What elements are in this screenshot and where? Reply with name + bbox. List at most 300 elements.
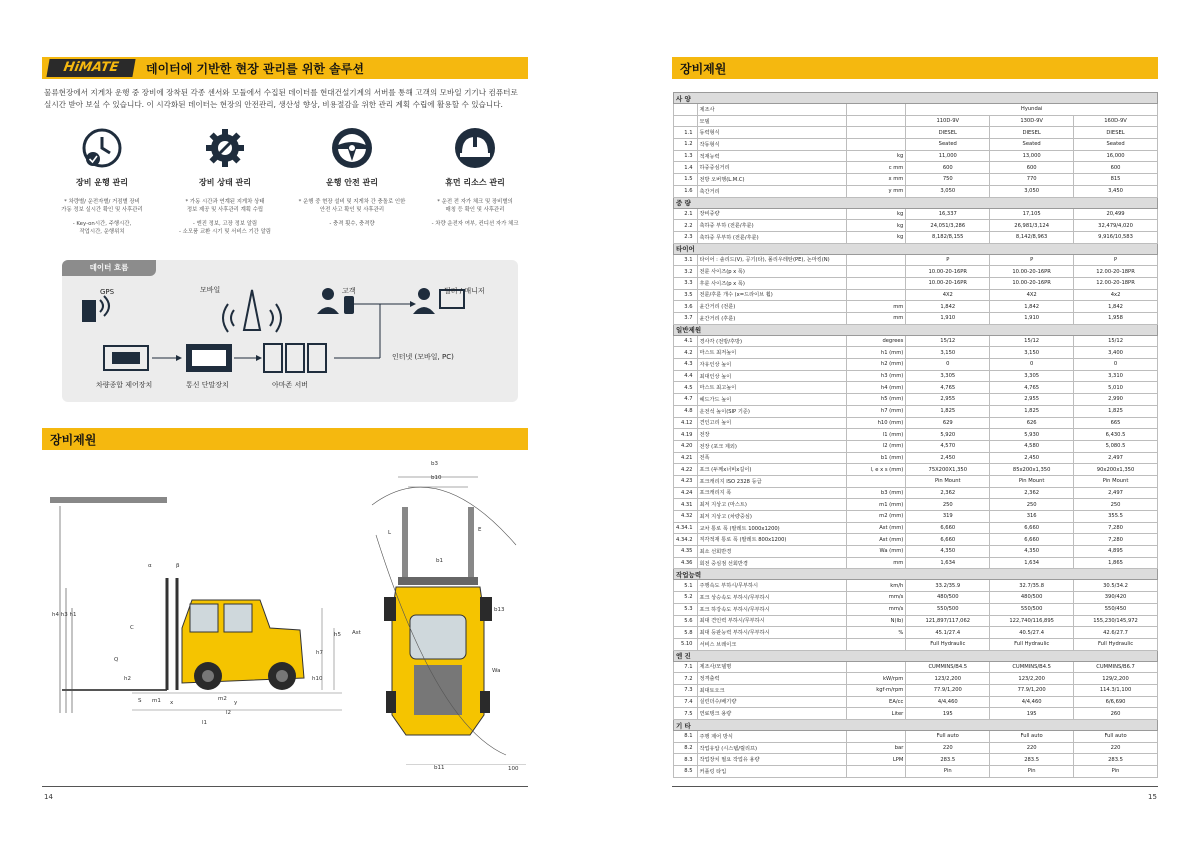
spec-value: 4X2: [906, 289, 990, 301]
spec-value: 123/2,200: [990, 673, 1074, 685]
spec-no: 5.10: [674, 638, 698, 650]
spec-value: Pin Mount: [906, 475, 990, 487]
spec-item: 최대인상 높이: [697, 370, 847, 382]
spec-row: [674, 546, 1158, 558]
gps-icon: [82, 296, 109, 322]
spec-value: 4,580: [990, 440, 1074, 452]
spec-row: [674, 638, 1158, 650]
spec-value: Full Hydraulic: [990, 638, 1074, 650]
spec-value: 1,865: [1074, 557, 1158, 569]
header-title: 데이터에 기반한 현장 관리를 위한 솔루션: [146, 62, 364, 76]
spec-unit: h7 (mm): [847, 405, 906, 417]
page-number: 14: [44, 793, 53, 801]
spec-value: Seated: [1074, 139, 1158, 151]
spec-item: 직각적재 통로 폭 (팔레트 800x1200): [697, 534, 847, 546]
flow-terminal-label: 통신 단말장치: [186, 381, 229, 389]
spec-unit: h10 (mm): [847, 417, 906, 429]
spec-value: 12.00-20-18PR: [1074, 277, 1158, 289]
spec-unit: l1 (mm): [847, 429, 906, 441]
spec-row: [674, 417, 1158, 429]
spec-value: 0: [1074, 359, 1158, 371]
spec-value: 11,000: [906, 150, 990, 162]
spec-item: 마스트 최고높이: [697, 382, 847, 394]
spec-value: 195: [990, 708, 1074, 720]
spec-value: 480/500: [990, 592, 1074, 604]
dim-b11-label: b11: [434, 765, 445, 771]
spec-value: 15/12: [906, 335, 990, 347]
spec-item: 포크캐리지 폭: [697, 487, 847, 499]
spec-item: 경사각 (전방/후방): [697, 335, 847, 347]
feature-detail: - 충격 횟수, 충격량: [329, 221, 375, 227]
spec-unit: kg: [847, 231, 906, 243]
feature-desc: 매칭 등 확인 및 사후관리: [445, 207, 505, 213]
spec-value: 2,955: [906, 394, 990, 406]
spec-value: 1,958: [1074, 313, 1158, 325]
spec-header-bar: [672, 57, 1158, 79]
spec-value: 16,337: [906, 208, 990, 220]
spec-item: 전장: [697, 429, 847, 441]
spec-unit: [847, 266, 906, 278]
spec-item: 헤드가드 높이: [697, 394, 847, 406]
feature-detail: - 소모품 교환 시기 및 서비스 기간 알림: [178, 229, 272, 235]
terminal-icon: [186, 344, 232, 372]
spec-row: [674, 127, 1158, 139]
dim-b3-label: b3: [431, 461, 438, 467]
spec-value: 2,497: [1074, 452, 1158, 464]
section-bar: [42, 428, 528, 450]
spec-value: P: [990, 254, 1074, 266]
spec-no: 4.1: [674, 335, 698, 347]
spec-row: [674, 487, 1158, 499]
spec-row: [674, 277, 1158, 289]
spec-value: 250: [990, 499, 1074, 511]
spec-value: 4X2: [990, 289, 1074, 301]
spec-unit: [847, 766, 906, 778]
spec-item: 최저 지상고 (마스트): [697, 499, 847, 511]
spec-value: 7,280: [1074, 534, 1158, 546]
spec-item: 후륜 사이즈(p x 폭): [697, 277, 847, 289]
spec-no: 5.6: [674, 615, 698, 627]
spec-value: 5,080.5: [1074, 440, 1158, 452]
spec-value: 24,051/3,286: [906, 220, 990, 232]
spec-no: 4.23: [674, 475, 698, 487]
forklift-side-diagram: [42, 478, 352, 718]
feature-desc: * 운행 중 현장 설비 및 지게차 간 충돌로 인한: [298, 199, 406, 205]
feature-label: 운행 안전 관리: [326, 178, 378, 187]
spec-item: 윤간거리 (후륜): [697, 313, 847, 325]
feature-safety: [292, 125, 412, 228]
spec-row: [674, 162, 1158, 174]
spec-no: 4.19: [674, 429, 698, 441]
spec-item: 회전 중심점 선회반경: [697, 557, 847, 569]
spec-no: 3.2: [674, 266, 698, 278]
spec-row: [674, 301, 1158, 313]
spec-value: 6,660: [906, 522, 990, 534]
spec-value: 1,910: [990, 313, 1074, 325]
dim-b13-label: b13: [494, 607, 505, 613]
spec-value: 1,634: [990, 557, 1074, 569]
spec-value: 6,660: [990, 522, 1074, 534]
spec-section-title: 엔 진: [674, 650, 1158, 661]
spec-unit: km/h: [847, 580, 906, 592]
spec-item: 전륜/후륜 개수 (x=드라이브 휠): [697, 289, 847, 301]
spec-value: 260: [1074, 708, 1158, 720]
spec-value: CUMMINS/B4.5: [906, 661, 990, 673]
spec-no: 1.6: [674, 185, 698, 197]
spec-unit: h1 (mm): [847, 347, 906, 359]
spec-unit: mm: [847, 301, 906, 313]
spec-no: 4.20: [674, 440, 698, 452]
spec-item: 제조사: [697, 104, 847, 116]
feature-detail: 작업시간, 운행위치: [79, 229, 125, 235]
spec-value: 355.5: [1074, 511, 1158, 523]
spec-item: 전장 (포크 제외): [697, 440, 847, 452]
spec-unit: [847, 139, 906, 151]
himate-logo: HiMATE: [46, 59, 135, 77]
spec-item: 하중중심거리: [697, 162, 847, 174]
spec-item: 마스트 최저높이: [697, 347, 847, 359]
spec-row: [674, 139, 1158, 151]
antenna-tower-icon: [223, 290, 281, 332]
spec-row: [674, 231, 1158, 243]
spec-unit: [847, 289, 906, 301]
feature-desc: 안전 사고 확인 및 사후관리: [319, 207, 385, 213]
spec-row: [674, 254, 1158, 266]
spec-value: Pin: [1074, 766, 1158, 778]
spec-value: 4,350: [906, 546, 990, 558]
feature-desc: 가동 정보 실시간 확인 및 사후관리: [61, 207, 143, 213]
spec-value: 2,990: [1074, 394, 1158, 406]
spec-row: [674, 627, 1158, 639]
spec-value: Pin Mount: [990, 475, 1074, 487]
spec-value: 4,765: [906, 382, 990, 394]
feature-desc: * 가동 시간과 연계된 지게차 상태: [185, 199, 265, 205]
dim-h7-label: h7: [316, 650, 323, 656]
spec-value: 4x2: [1074, 289, 1158, 301]
spec-unit: h4 (mm): [847, 382, 906, 394]
dim-m1-label: m1: [152, 698, 161, 704]
spec-value: 77.9/1,200: [990, 684, 1074, 696]
spec-row: [674, 475, 1158, 487]
spec-value: 3,150: [906, 347, 990, 359]
spec-section-header: [674, 569, 1158, 580]
feature-human: [415, 125, 535, 228]
spec-value: 195: [906, 708, 990, 720]
dim-e-label: E: [478, 527, 482, 533]
spec-unit: c mm: [847, 162, 906, 174]
spec-unit: y mm: [847, 185, 906, 197]
spec-row: [674, 289, 1158, 301]
spec-item: 포크 하강속도 부하시/무부하시: [697, 603, 847, 615]
spec-unit: bar: [847, 742, 906, 754]
spec-no: 3.6: [674, 301, 698, 313]
spec-row: [674, 742, 1158, 754]
spec-no: 7.3: [674, 684, 698, 696]
spec-item: 포크 (두께x너비x길이): [697, 464, 847, 476]
gear-wrench-icon: [202, 125, 248, 171]
dim-alpha-label: α: [148, 563, 152, 569]
spec-no: 4.34.1: [674, 522, 698, 534]
spec-value: 160D-9V: [1074, 115, 1158, 127]
spec-value: 15/12: [990, 335, 1074, 347]
feature-detail: - 차량 운전자 여부, 컨디션 자가 체크: [431, 221, 519, 227]
flow-internet-label: 인터넷 (모바일, PC): [392, 353, 454, 361]
spec-value: 815: [1074, 174, 1158, 186]
spec-unit: h5 (mm): [847, 394, 906, 406]
spec-item: 운전석 높이(SIP 기준): [697, 405, 847, 417]
spec-value: 13,000: [990, 150, 1074, 162]
spec-value: 3,310: [1074, 370, 1158, 382]
spec-no: 4.4: [674, 370, 698, 382]
spec-value: 4/4,460: [906, 696, 990, 708]
spec-row: [674, 150, 1158, 162]
spec-value: 10.00-20-16PR: [906, 266, 990, 278]
spec-no: 3.7: [674, 313, 698, 325]
spec-no: 4.21: [674, 452, 698, 464]
spec-value: 6,660: [906, 534, 990, 546]
spec-value: 114.3/1,100: [1074, 684, 1158, 696]
spec-item: 견인고리 높이: [697, 417, 847, 429]
spec-unit: Ast (mm): [847, 522, 906, 534]
spec-value: Seated: [990, 139, 1074, 151]
spec-row: [674, 174, 1158, 186]
feature-label: 장비 운행 관리: [76, 178, 128, 187]
spec-value: 550/500: [990, 603, 1074, 615]
feature-desc: * 운전 전 자가 체크 및 장비별의: [437, 199, 513, 205]
spec-row: [674, 382, 1158, 394]
spec-value: 77.9/1,200: [906, 684, 990, 696]
spec-section-header: [674, 324, 1158, 335]
spec-no: 4.31: [674, 499, 698, 511]
spec-value: 550/500: [906, 603, 990, 615]
spec-item: 축하중 부하 (전륜/후륜): [697, 220, 847, 232]
flow-gps-label: GPS: [100, 288, 115, 296]
spec-unit: kg: [847, 220, 906, 232]
spec-item: 작업유압 (시스템/릴리프): [697, 742, 847, 754]
spec-value: 33.2/35.9: [906, 580, 990, 592]
spec-header-title: 장비제원: [680, 62, 727, 76]
dim-y-label: y: [234, 700, 238, 706]
spec-row: [674, 335, 1158, 347]
spec-unit: kgf·m/rpm: [847, 684, 906, 696]
spec-row: [674, 313, 1158, 325]
spec-unit: LPM: [847, 754, 906, 766]
dim-b1-label: b1: [436, 558, 443, 564]
spec-section-header: [674, 93, 1158, 104]
spec-value: 480/500: [906, 592, 990, 604]
spec-unit: [847, 475, 906, 487]
spec-row: [674, 185, 1158, 197]
spec-value: 1,634: [906, 557, 990, 569]
spec-value: 129/2,200: [1074, 673, 1158, 685]
spec-value: 1,825: [906, 405, 990, 417]
spec-value: 4/4,460: [990, 696, 1074, 708]
spec-value: 2,362: [990, 487, 1074, 499]
dim-m2-label: m2: [218, 696, 227, 702]
spec-value: 600: [906, 162, 990, 174]
spec-unit: h2 (mm): [847, 359, 906, 371]
spec-value: 1,910: [906, 313, 990, 325]
spec-item: 축간거리: [697, 185, 847, 197]
hard-hat-icon: [452, 125, 498, 171]
spec-row: [674, 208, 1158, 220]
spec-item: 윤간거리 (전륜): [697, 301, 847, 313]
spec-row: [674, 266, 1158, 278]
spec-no: [674, 115, 698, 127]
dim-c-label: C: [130, 625, 134, 631]
feature-detail: - Key-on시간, 주행시간,: [72, 221, 132, 227]
spec-value: CUMMINS/B6.7: [1074, 661, 1158, 673]
spec-no: 7.4: [674, 696, 698, 708]
dim-beta-label: β: [176, 563, 180, 569]
spec-unit: l2 (mm): [847, 440, 906, 452]
spec-value: 45.1/27.4: [906, 627, 990, 639]
spec-value: 3,450: [1074, 185, 1158, 197]
data-flow-tab: 데이터 흐름: [62, 260, 156, 276]
flow-controller-label: 차량종합 제어장치: [96, 381, 153, 389]
spec-row: [674, 452, 1158, 464]
spec-section-title: 기 타: [674, 720, 1158, 731]
spec-value: 6,660: [990, 534, 1074, 546]
spec-value: 3,400: [1074, 347, 1158, 359]
spec-value: P: [1074, 254, 1158, 266]
spec-row: [674, 440, 1158, 452]
spec-unit: m1 (mm): [847, 499, 906, 511]
spec-no: 4.34.2: [674, 534, 698, 546]
spec-no: 5.1: [674, 580, 698, 592]
intro-text: [44, 87, 544, 111]
spec-value: 1,842: [906, 301, 990, 313]
spec-value: 40.5/27.4: [990, 627, 1074, 639]
spec-value: 3,050: [906, 185, 990, 197]
spec-value: 30.5/34.2: [1074, 580, 1158, 592]
spec-item: 작동형식: [697, 139, 847, 151]
spec-no: 8.1: [674, 731, 698, 743]
spec-unit: b3 (mm): [847, 487, 906, 499]
spec-value: 4,765: [990, 382, 1074, 394]
spec-unit: Ast (mm): [847, 534, 906, 546]
spec-item: 장비중량: [697, 208, 847, 220]
spec-no: 4.32: [674, 511, 698, 523]
spec-row: [674, 347, 1158, 359]
dim-h-label: h4 h3 h1: [52, 612, 77, 618]
spec-no: 4.7: [674, 394, 698, 406]
spec-row: [674, 522, 1158, 534]
spec-value: 250: [906, 499, 990, 511]
spec-row: [674, 592, 1158, 604]
feature-desc: 정보 제공 및 사후관리 계획 수립: [186, 207, 264, 213]
spec-value: 1,825: [990, 405, 1074, 417]
spec-value: 8,182/8,155: [906, 231, 990, 243]
spec-value: 12.00-20-18PR: [1074, 266, 1158, 278]
spec-no: 2.3: [674, 231, 698, 243]
spec-no: 8.3: [674, 754, 698, 766]
spec-value: Seated: [906, 139, 990, 151]
spec-value: 2,450: [990, 452, 1074, 464]
spec-value: 665: [1074, 417, 1158, 429]
spec-no: 2.1: [674, 208, 698, 220]
spec-value: 770: [990, 174, 1074, 186]
spec-item: 정격출력: [697, 673, 847, 685]
spec-no: 5.2: [674, 592, 698, 604]
spec-value: 5,920: [906, 429, 990, 441]
spec-value: 10.00-20-16PR: [990, 277, 1074, 289]
spec-row: [674, 557, 1158, 569]
spec-value: 8,142/8,963: [990, 231, 1074, 243]
spec-no: 3.3: [674, 277, 698, 289]
spec-no: 4.22: [674, 464, 698, 476]
spec-value: 42.6/27.7: [1074, 627, 1158, 639]
spec-unit: kW/rpm: [847, 673, 906, 685]
spec-no: 1.1: [674, 127, 698, 139]
spec-item: 최대토오크: [697, 684, 847, 696]
spec-item: 최대 견인력 부하시/무부하시: [697, 615, 847, 627]
intro-line-2: 실시간 받아 보실 수 있습니다. 이 시각화된 데이터는 현장의 안전관리, 생산성 향상, 비용절감을 위한 관리 계획 수립에 활용할 수 있습니다.: [44, 100, 503, 109]
spec-no: 4.35: [674, 546, 698, 558]
spec-item: 축하중 무부하 (전륜/후륜): [697, 231, 847, 243]
spec-no: 7.1: [674, 661, 698, 673]
flow-dealer-label: 딜러 / 매니저: [444, 287, 485, 295]
spec-value: 130D-9V: [990, 115, 1074, 127]
spec-item: 최저 지상고 (차량중심): [697, 511, 847, 523]
feature-operation: [42, 125, 162, 236]
spec-value: P: [906, 254, 990, 266]
controller-icon: [104, 346, 148, 370]
spec-no: 4.24: [674, 487, 698, 499]
spec-item: 최대 등판능력 부하시/무부하시: [697, 627, 847, 639]
spec-no: 8.2: [674, 742, 698, 754]
spec-value: 7,280: [1074, 522, 1158, 534]
spec-unit: degrees: [847, 335, 906, 347]
spec-value: 0: [906, 359, 990, 371]
spec-item: 모델: [697, 115, 847, 127]
spec-no: [674, 104, 698, 116]
spec-item: 포크캐리지 ISO 2328 등급: [697, 475, 847, 487]
spec-item: 전륜 사이즈(p x 폭): [697, 266, 847, 278]
spec-value: 10.00-20-16PR: [906, 277, 990, 289]
spec-value: 220: [990, 742, 1074, 754]
spec-value: Pin: [906, 766, 990, 778]
dim-b10-label: b10: [431, 475, 442, 481]
dim-h2-label: h2: [124, 676, 131, 682]
spec-value: 123/2,200: [906, 673, 990, 685]
spec-section-title: 중 량: [674, 197, 1158, 208]
spec-value: 750: [906, 174, 990, 186]
spec-item: 주행 제어 방식: [697, 731, 847, 743]
spec-no: 4.12: [674, 417, 698, 429]
spec-value: 90x200x1,350: [1074, 464, 1158, 476]
spec-unit: [847, 731, 906, 743]
flow-server-label: 아마존 서버: [272, 381, 309, 389]
spec-no: 7.2: [674, 673, 698, 685]
spec-no: 1.5: [674, 174, 698, 186]
spec-section-header: [674, 243, 1158, 254]
spec-value: 3,305: [990, 370, 1074, 382]
dim-h10-label: h10: [312, 676, 323, 682]
spec-value: 283.5: [990, 754, 1074, 766]
spec-no: 4.2: [674, 347, 698, 359]
spec-unit: l, e x s (mm): [847, 464, 906, 476]
spec-unit: [847, 254, 906, 266]
spec-value: 5,010: [1074, 382, 1158, 394]
spec-value: 6,430.5: [1074, 429, 1158, 441]
spec-value: 4,895: [1074, 546, 1158, 558]
spec-value: 4,350: [990, 546, 1074, 558]
spec-unit: mm: [847, 557, 906, 569]
dim-s-label: S: [138, 698, 142, 704]
spec-value: 3,150: [990, 347, 1074, 359]
spec-row: [674, 499, 1158, 511]
